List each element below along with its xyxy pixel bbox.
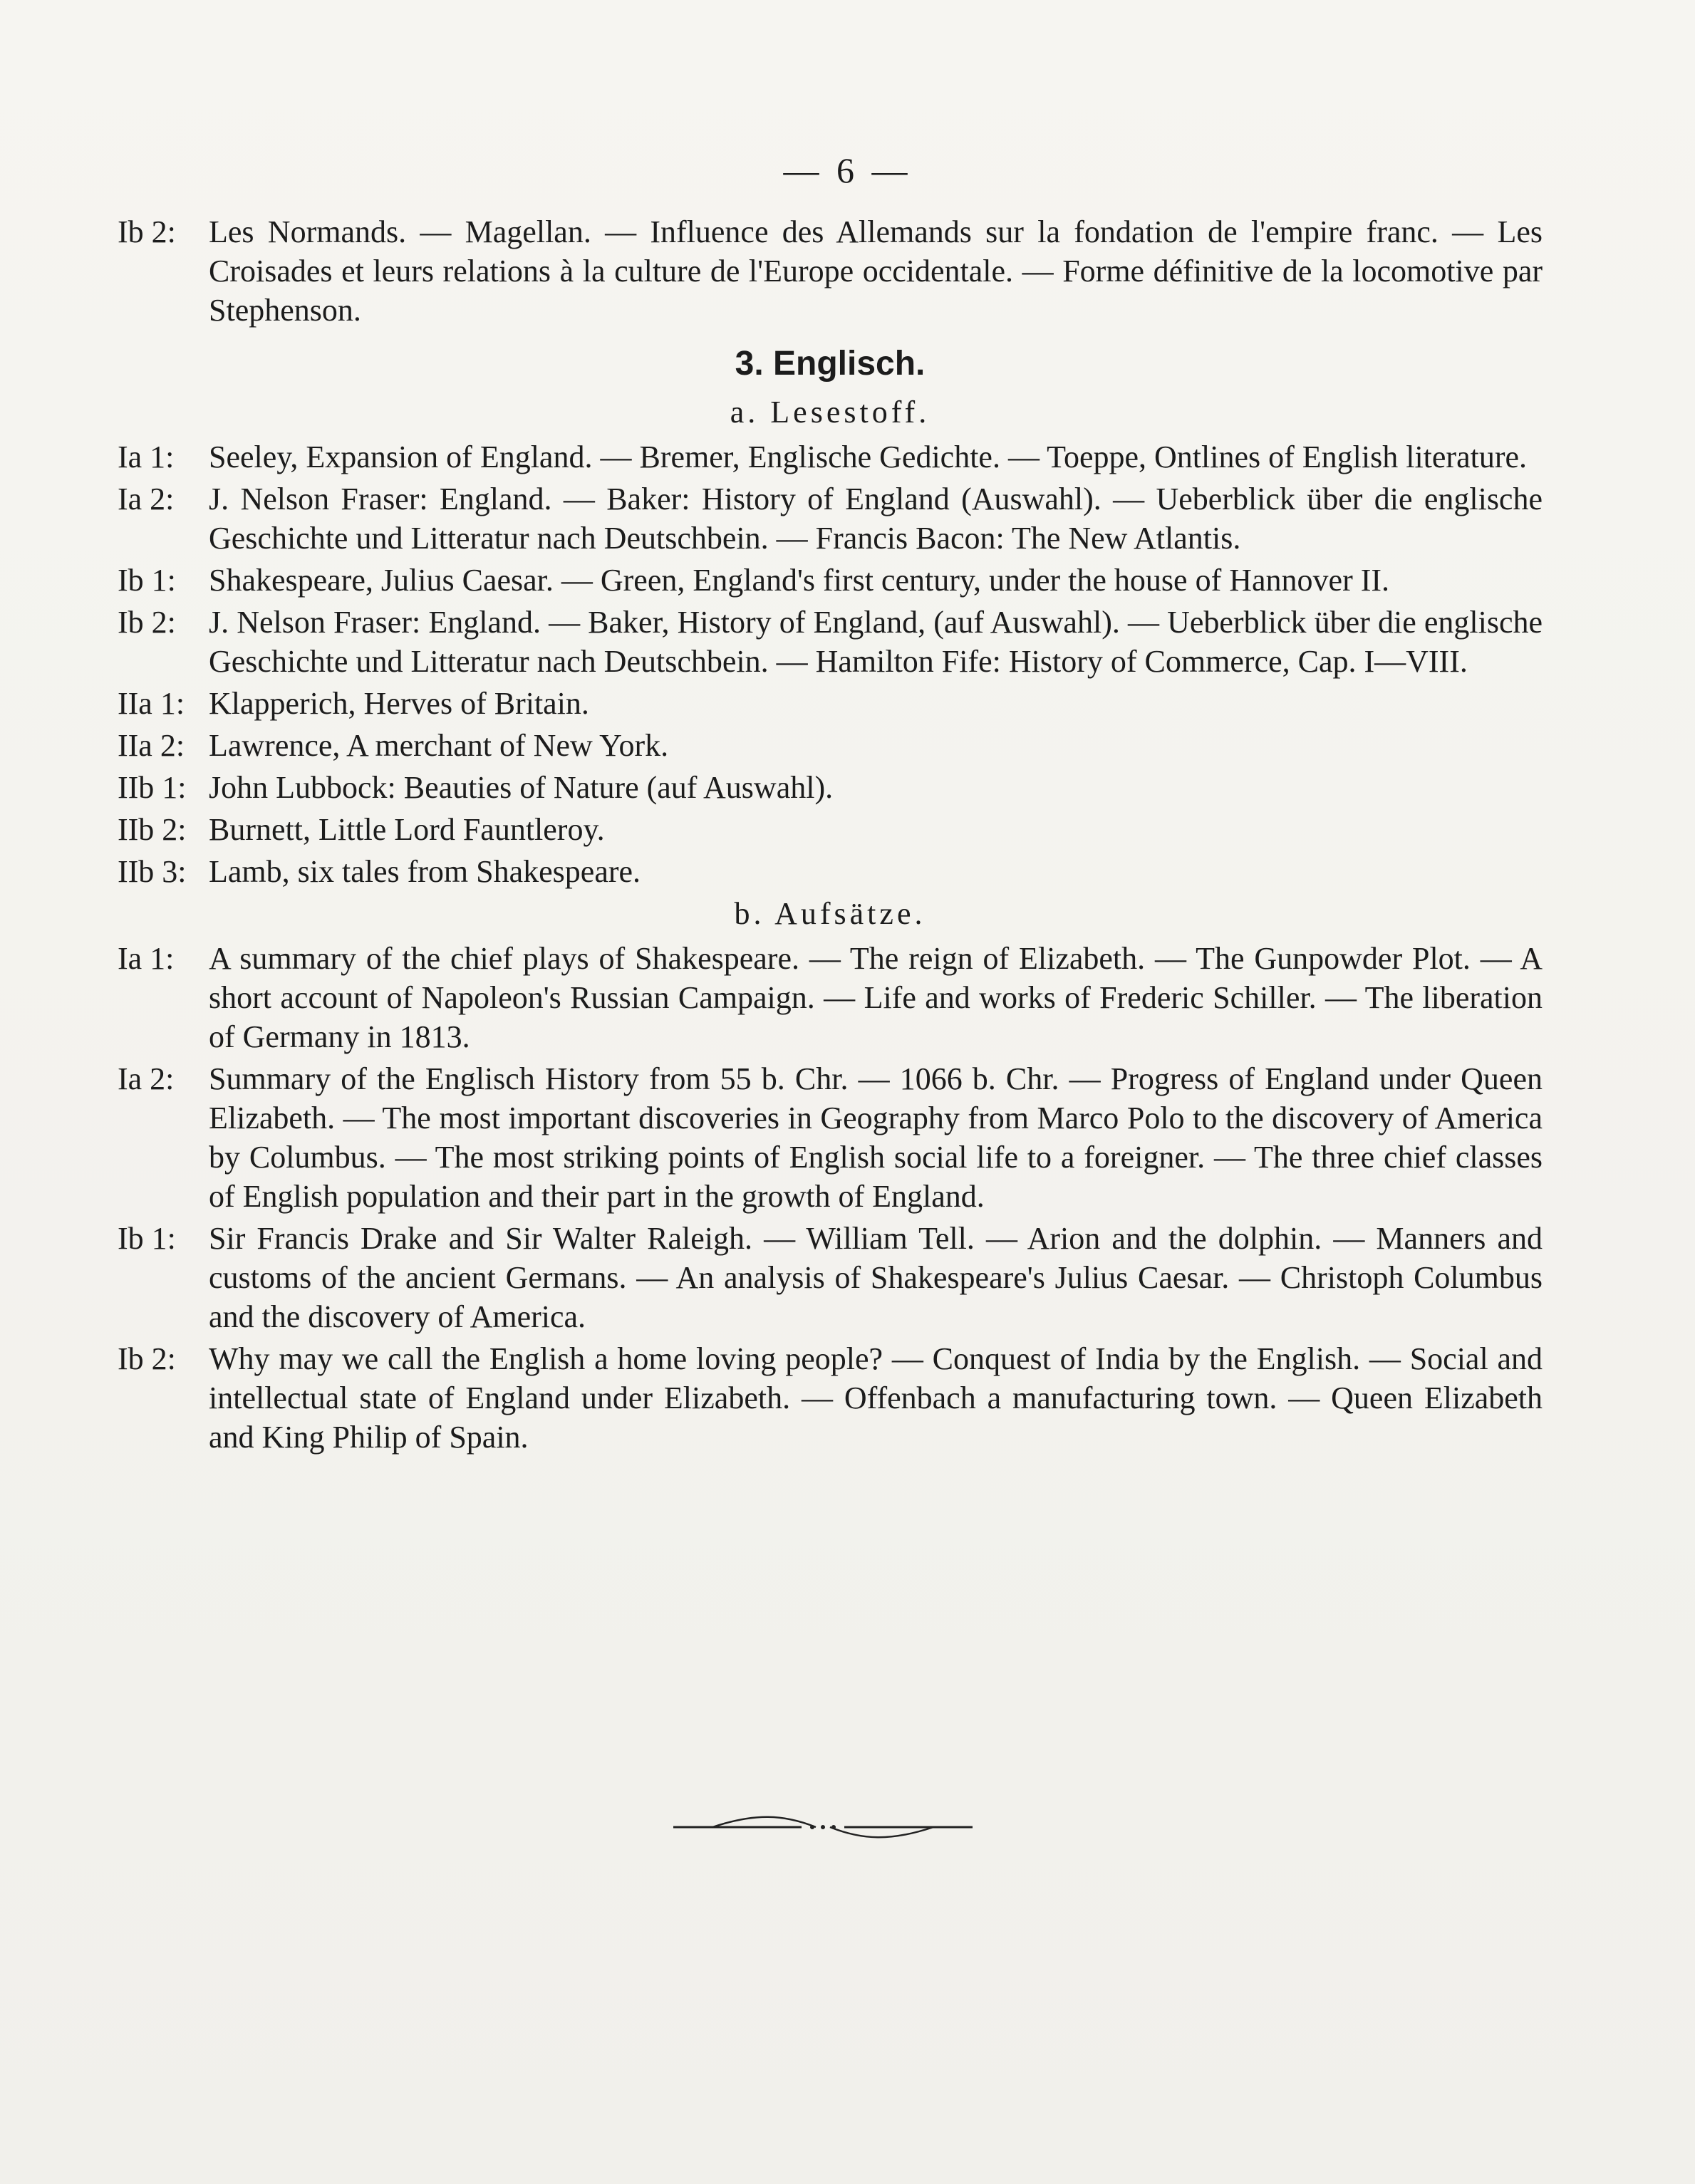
lesestoff-entry [118, 852, 1543, 891]
class-label: IIa 1: [118, 686, 185, 721]
lesestoff-entry [118, 684, 1543, 723]
class-label: IIb 1: [118, 770, 187, 805]
entry-text: John Lubbock: Beauties of Nature (auf Auswahl). [209, 770, 834, 805]
class-label: Ia 1: [118, 440, 175, 474]
entry-text: Burnett, Little Lord Fauntleroy. [209, 812, 605, 847]
class-label: Ia 1: [118, 941, 175, 976]
aufsaetze-list [118, 939, 1543, 1457]
class-label: Ib 1: [118, 1221, 176, 1256]
class-label: IIb 3: [118, 854, 187, 889]
entry-text: Summary of the Englisch History from 55 b. Chr. — 1066 b. Chr. — Progress of England under Queen Elizabeth. — The most important discoveries in Geography from Marco Polo to the discovery of America by Columbus. — The most striking points of English social life to a foreigner. — The three chief classes of English population and their part in the growth of England. [209, 1061, 1543, 1214]
aufsaetze-entry [118, 1059, 1543, 1216]
aufsaetze-heading: b. Aufsätze. [734, 896, 926, 931]
class-label: Ib 1: [118, 563, 176, 598]
lesestoff-entry [118, 810, 1543, 849]
section-title: 3. Englisch. [735, 345, 926, 383]
lesestoff-entry [118, 479, 1543, 558]
class-label: IIb 2: [118, 812, 187, 847]
entry-text: J. Nelson Fraser: England. — Baker, History of England, (auf Auswahl). — Ueberblick über die englische Geschichte und Litteratur nach Deutschbein. — Hamilton Fife: History of Commerce, Cap. I—VIII. [209, 605, 1543, 679]
entry-text: Seeley, Expansion of England. — Bremer, Englische Gedichte. — Toeppe, Ontlines of English literature. [209, 440, 1528, 474]
aufsaetze-entry [118, 1219, 1543, 1336]
aufsaetze-entry [118, 939, 1543, 1056]
class-label: Ib 2: [118, 214, 176, 249]
intro-entry [118, 212, 1543, 330]
entry-text: Klapperich, Herves of Britain. [209, 686, 589, 721]
lesestoff-heading: a. Lesestoff. [730, 395, 931, 430]
class-label: IIa 2: [118, 728, 185, 763]
lesestoff-list [118, 437, 1543, 891]
entry-text: Shakespeare, Julius Caesar. — Green, England's first century, under the house of Hannover II. [209, 563, 1390, 598]
lesestoff-entry [118, 726, 1543, 765]
page-body [118, 212, 1543, 1460]
class-label: Ib 2: [118, 1341, 176, 1376]
entry-text: Lamb, six tales from Shakespeare. [209, 854, 641, 889]
entry-text: Les Normands. — Magellan. — Influence des Allemands sur la fondation de l'empire franc. — Les Croisades et leurs relations à la culture de l'Europe occidentale. — Forme définitive de la locomotive par Stephenson. [209, 214, 1543, 328]
entry-text: A summary of the chief plays of Shakespeare. — The reign of Elizabeth. — The Gunpowder Plot. — A short account of Napoleon's Russian Campaign. — Life and works of Frederic Schiller. — The liberation of Germany in 1813. [209, 941, 1543, 1054]
entry-text: Why may we call the English a home loving people? — Conquest of India by the English. — Social and intellectual state of England under Elizabeth. — Offenbach a manufacturing town. — Queen Elizabeth and King Philip of Spain. [209, 1341, 1543, 1455]
class-label: Ib 2: [118, 605, 176, 640]
lesestoff-entry [118, 603, 1543, 681]
closing-ornament [670, 1806, 976, 1848]
entry-text: Sir Francis Drake and Sir Walter Raleigh. — William Tell. — Arion and the dolphin. — Manners and customs of the ancient Germans. — An analysis of Shakespeare's Julius Caesar. — Christoph Columbus and the discovery of America. [209, 1221, 1543, 1334]
lesestoff-entry [118, 437, 1543, 477]
lesestoff-entry [118, 561, 1543, 600]
page-number: — 6 — [783, 150, 912, 190]
class-label: Ia 2: [118, 1061, 175, 1096]
entry-text: J. Nelson Fraser: England. — Baker: History of England (Auswahl). — Ueberblick über die englische Geschichte und Litteratur nach Deutschbein. — Francis Bacon: The New Atlantis. [209, 482, 1543, 556]
entry-text: Lawrence, A merchant of New York. [209, 728, 669, 763]
aufsaetze-entry [118, 1339, 1543, 1457]
lesestoff-entry [118, 768, 1543, 807]
class-label: Ia 2: [118, 482, 175, 516]
